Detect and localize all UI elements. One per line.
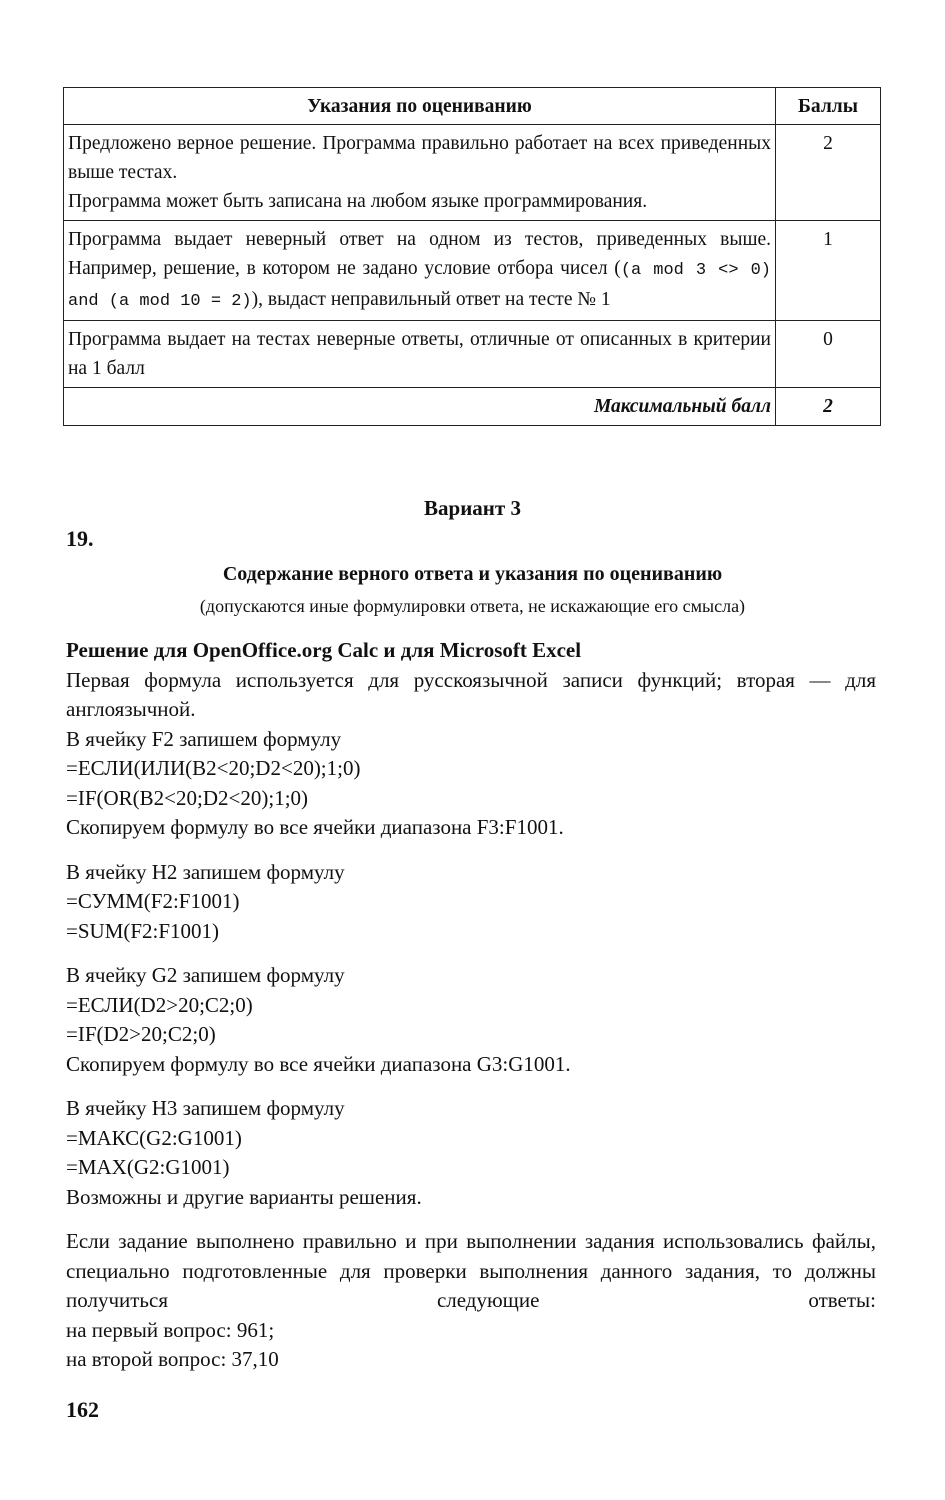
table-row — [64, 125, 881, 221]
solution-title: Решение для OpenOffice.org Calc и для Microsoft Excel — [66, 638, 582, 662]
solution-intro: Первая формула используется для русскоязычной записи функций; вторая — для англоязычной. — [66, 667, 876, 721]
formula-line: =МАКС(G2:G1001) — [66, 1125, 242, 1150]
criterion-cell — [64, 221, 776, 321]
page-number: 162 — [66, 1397, 99, 1422]
table-row — [64, 321, 881, 388]
criteria-header: Указания по оцениванию — [64, 88, 776, 125]
score-cell: 1 — [776, 221, 881, 321]
score-cell: 2 — [776, 125, 881, 221]
formula-line: =ЕСЛИ(ИЛИ(B2<20;D2<20);1;0) — [66, 756, 361, 780]
formula-line: =IF(OR(B2<20;D2<20);1;0) — [66, 785, 309, 810]
task-number: 19. — [66, 526, 94, 551]
criterion-code: (a mod 3 <> 0) and (a mod 10 = 2) — [68, 261, 771, 311]
score-cell: 0 — [776, 321, 881, 388]
formula-line: =СУММ(F2:F1001) — [66, 889, 240, 913]
criterion-text: ), выдаст неправильный ответ на тесте № 1 — [251, 289, 611, 310]
criterion-line: Предложено верное решение. Программа правильно работает на всех приведенных выше тестах. — [68, 133, 771, 183]
content-note: (допускаются иные формулировки ответа, не искажающие его смысла) — [199, 596, 746, 616]
max-score-row — [64, 388, 881, 426]
grading-table — [63, 87, 881, 426]
solution-line: В ячейку F2 запишем формулу — [66, 726, 342, 751]
solution-outro: Если задание выполнено правильно и при выполнении задания использовались файлы, специально подготовленные для проверки выполнения данного задания, то должны получиться следующие ответы: — [66, 1229, 876, 1312]
answer-line: на первый вопрос: 961; — [66, 1317, 275, 1342]
solution-line: В ячейку H3 запишем формулу — [66, 1096, 345, 1120]
formula-line: =ЕСЛИ(D2>20;C2;0) — [66, 992, 253, 1017]
criterion-cell: Программа выдает на тестах неверные ответы, отличные от описанных в критерии на 1 балл — [64, 321, 776, 388]
criterion-cell — [64, 125, 776, 221]
paragraph-gap — [66, 843, 876, 858]
solution-line: Скопируем формулу во все ячейки диапазона G3:G1001. — [66, 1051, 571, 1076]
score-header: Баллы — [776, 88, 881, 125]
answer-line: на второй вопрос: 37,10 — [66, 1347, 279, 1371]
table-row — [64, 221, 881, 321]
max-score-label: Максимальный балл — [64, 388, 776, 426]
paragraph-gap — [66, 1079, 876, 1094]
paragraph-gap — [66, 1212, 876, 1227]
solution-line: Скопируем формулу во все ячейки диапазона F3:F1001. — [66, 815, 564, 839]
variant-heading: Вариант 3 — [424, 496, 521, 520]
solution-line: В ячейку H2 запишем формулу — [66, 859, 345, 884]
formula-line: =IF(D2>20;C2;0) — [66, 1022, 216, 1046]
solution-line: В ячейку G2 запишем формулу — [66, 963, 345, 987]
criterion-text: Программа выдает неверный ответ на одном из тестов, приведенных выше. Например, решение, в котором не задано условие отбора чисел ( — [68, 229, 771, 279]
solution-line: Возможны и другие варианты решения. — [66, 1184, 422, 1209]
max-score-value: 2 — [776, 388, 881, 426]
paragraph-gap — [66, 946, 876, 961]
grading-table-header — [64, 88, 881, 125]
criterion-line: Программа может быть записана на любом языке программирования. — [68, 191, 648, 212]
formula-line: =MAX(G2:G1001) — [66, 1155, 230, 1179]
content-heading: Содержание верного ответа и указания по оцениванию — [222, 563, 723, 585]
solution-text — [66, 636, 876, 1375]
formula-line: =SUM(F2:F1001) — [66, 918, 220, 943]
